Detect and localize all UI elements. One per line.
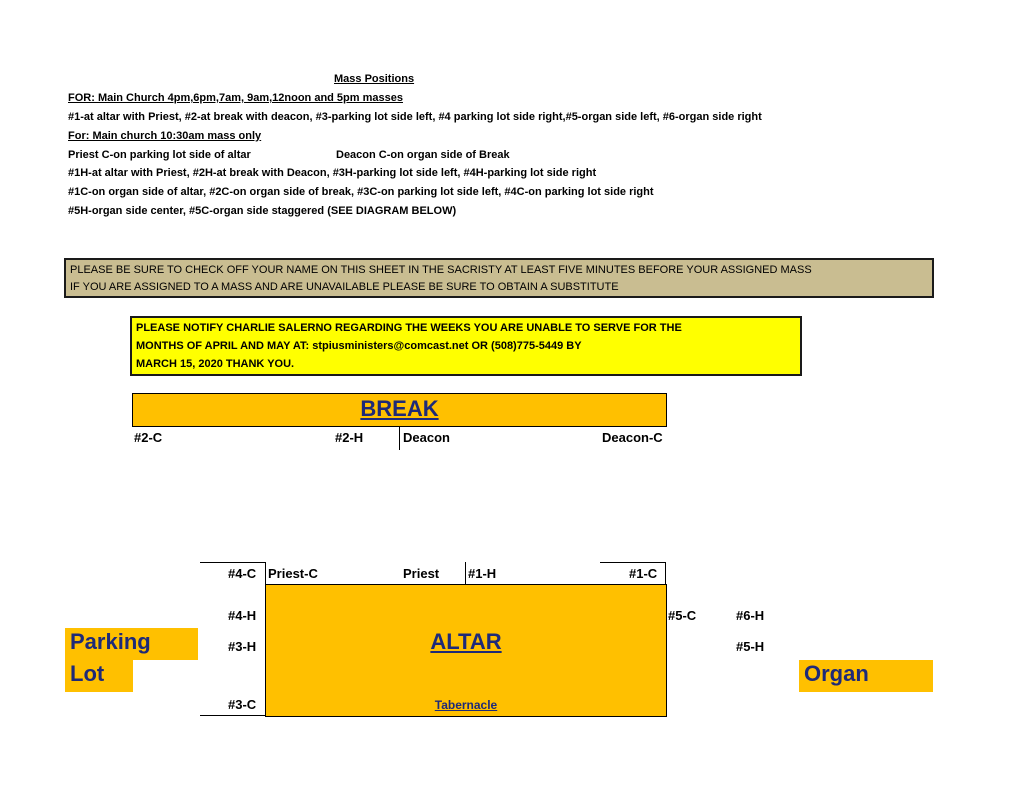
section2-heading: For: Main church 10:30am mass only — [68, 130, 262, 142]
altar-position-1c: #1-C — [629, 566, 658, 581]
sacristy-notice — [64, 258, 934, 298]
break-position-deacon: Deacon — [403, 430, 450, 445]
section2-line3: #5H-organ side center, #5C-organ side staggered (SEE DIAGRAM BELOW) — [68, 205, 457, 217]
parking-lot-label-line1: Parking — [70, 629, 151, 654]
organ-position-5c: #5-C — [668, 608, 697, 623]
page-title: Mass Positions — [334, 73, 415, 85]
contact-notice — [130, 316, 802, 376]
altar-label: ALTAR — [430, 629, 502, 654]
altar-position-4h: #4-H — [228, 608, 257, 623]
sacristy-notice-line2: IF YOU ARE ASSIGNED TO A MASS AND ARE UNAVAILABLE PLEASE BE SURE TO OBTAIN A SUBSTITUTE — [70, 281, 619, 293]
break-position-2c: #2-C — [134, 430, 163, 445]
sacristy-notice-line1: PLEASE BE SURE TO CHECK OFF YOUR NAME ON THIS SHEET IN THE SACRISTY AT LEAST FIVE MINUTES BEFORE YOUR ASSIGNED MASS — [70, 264, 812, 276]
break-position-deacon-c: Deacon-C — [602, 430, 663, 445]
section1-heading: FOR: Main Church 4pm,6pm,7am, 9am,12noon and 5pm masses — [68, 92, 403, 104]
altar-position-priest: Priest — [403, 566, 440, 581]
section2-line1: #1H-at altar with Priest, #2H-at break with Deacon, #3H-parking lot side left, #4H-parking lot side right — [68, 167, 597, 179]
section2-line2: #1C-on organ side of altar, #2C-on organ side of break, #3C-on parking lot side left, #4C-on parking lot side right — [68, 186, 654, 198]
altar-position-4c: #4-C — [228, 566, 257, 581]
altar-divider-right — [665, 562, 666, 584]
altar-position-priest-c: Priest-C — [268, 566, 318, 581]
parking-lot-label-line2: Lot — [70, 661, 105, 686]
break-divider — [399, 426, 400, 450]
altar-top-line-left — [200, 562, 266, 563]
section2-deacon: Deacon C-on organ side of Break — [336, 149, 510, 161]
altar-divider-center — [465, 562, 466, 584]
organ-label: Organ — [804, 661, 869, 686]
break-label: BREAK — [360, 396, 439, 421]
contact-notice-line2: MONTHS OF APRIL AND MAY AT: stpiusministers@comcast.net OR (508)775-5449 BY — [136, 340, 582, 352]
section2-priest: Priest C-on parking lot side of altar — [68, 149, 251, 161]
altar-position-3h: #3-H — [228, 639, 257, 654]
altar-position-1h: #1-H — [468, 566, 497, 581]
altar-bottom-line-left — [200, 715, 266, 716]
tabernacle-label: Tabernacle — [434, 698, 498, 712]
section1-line: #1-at altar with Priest, #2-at break with deacon, #3-parking lot side left, #4 parking lot side right,#5-organ side left, #6-organ side right — [68, 111, 762, 123]
organ-position-5h: #5-H — [736, 639, 765, 654]
altar-top-line-right — [600, 562, 666, 563]
contact-notice-line3: MARCH 15, 2020 THANK YOU. — [136, 358, 295, 370]
altar-area — [265, 584, 667, 717]
break-position-2h: #2-H — [335, 430, 364, 445]
altar-divider-left — [265, 562, 266, 584]
organ-position-6h: #6-H — [736, 608, 765, 623]
contact-notice-line1: PLEASE NOTIFY CHARLIE SALERNO REGARDING THE WEEKS YOU ARE UNABLE TO SERVE FOR THE — [136, 322, 682, 334]
altar-position-3c: #3-C — [228, 697, 257, 712]
break-area — [132, 393, 667, 427]
